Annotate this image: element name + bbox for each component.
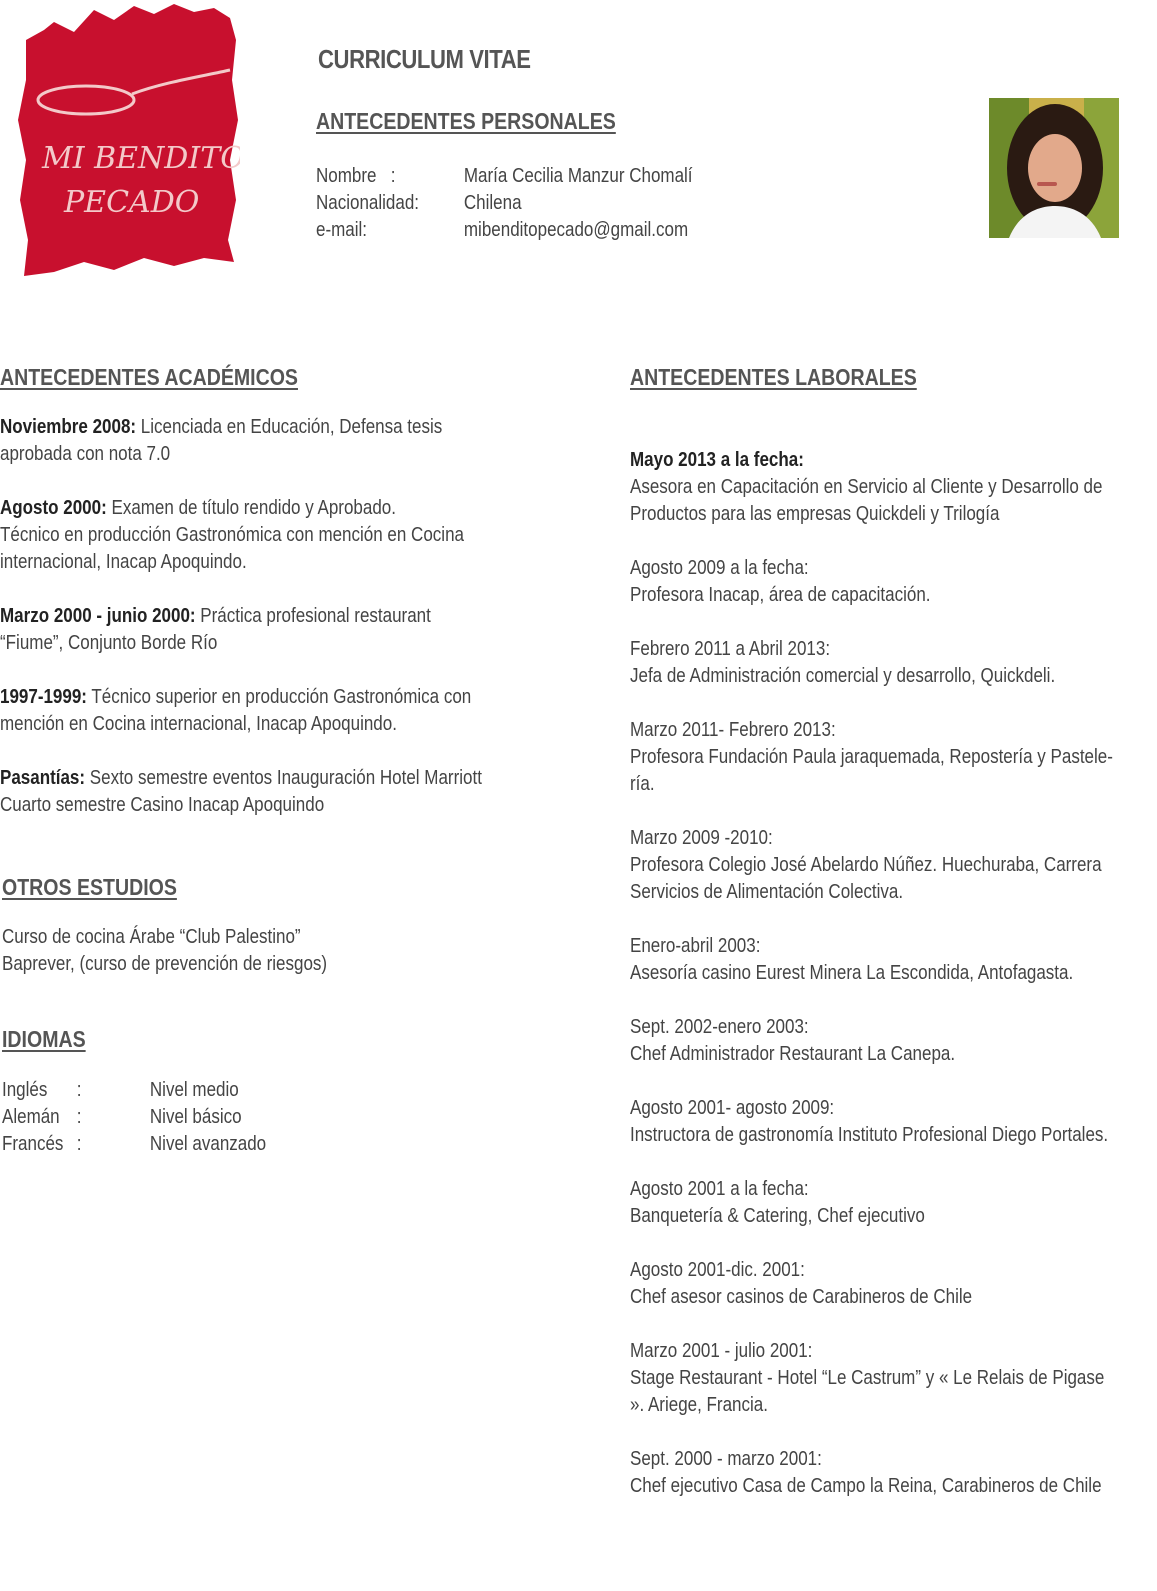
work-line: Servicios de Alimentación Colectiva. (630, 881, 904, 903)
work-line: Chef Administrador Restaurant La Canepa. (630, 1043, 956, 1065)
academic-line: internacional, Inacap Apoquindo. (0, 551, 247, 573)
work-line: Chef asesor casinos de Carabineros de Chile (630, 1286, 973, 1308)
logo-text-2: PECADO (64, 185, 200, 220)
work-date: Sept. 2000 - marzo 2001: (630, 1448, 822, 1470)
language-name: Alemán (2, 1106, 60, 1128)
work-date: Agosto 2009 a la fecha: (630, 557, 809, 579)
work-item (630, 1176, 1140, 1230)
academic-item (0, 414, 595, 468)
work-line: Profesora Fundación Paula jaraquemada, Repostería y Pastele- (630, 746, 1113, 768)
work-line: Asesoría casino Eurest Minera La Escondida, Antofagasta. (630, 962, 1074, 984)
language-row (2, 1077, 342, 1104)
work-line: Jefa de Administración comercial y desarrollo, Quickdeli. (630, 665, 1056, 687)
personal-row (316, 163, 792, 190)
languages-heading: IDIOMAS (2, 1026, 86, 1052)
other-studies-list (2, 924, 512, 978)
academic-text: Técnico superior en producción Gastronómica con (86, 686, 472, 708)
email-value[interactable]: mibenditopecado@gmail.com (463, 219, 689, 241)
language-level: Nivel medio (149, 1079, 239, 1101)
work-item (630, 1095, 1140, 1149)
personal-row (316, 217, 792, 244)
language-level: Nivel básico (149, 1106, 242, 1128)
work-item (630, 555, 1140, 609)
academic-heading: ANTECEDENTES ACADÉMICOS (0, 364, 298, 390)
work-item (630, 1338, 1140, 1419)
work-date: Enero-abril 2003: (630, 935, 761, 957)
work-date: Marzo 2009 -2010: (630, 827, 773, 849)
academic-date: Noviembre 2008: (0, 416, 137, 438)
page-title: CURRICULUM VITAE (318, 44, 531, 74)
academic-line: “Fiume”, Conjunto Borde Río (0, 632, 218, 654)
work-heading: ANTECEDENTES LABORALES (630, 364, 917, 390)
work-item (630, 717, 1140, 798)
personal-label: Nacionalidad: (316, 192, 420, 214)
academic-text: Licenciada en Educación, Defensa tesis (136, 416, 443, 438)
academic-date: 1997-1999: (0, 686, 87, 708)
work-line: Chef ejecutivo Casa de Campo la Reina, Carabineros de Chile (630, 1475, 1102, 1497)
work-date: Marzo 2001 - julio 2001: (630, 1340, 813, 1362)
language-level: Nivel avanzado (149, 1133, 267, 1155)
work-line: ». Ariege, Francia. (630, 1394, 768, 1416)
language-colon: : (76, 1133, 82, 1155)
work-line: Asesora en Capacitación en Servicio al Cliente y Desarrollo de (630, 476, 1103, 498)
other-studies-heading: OTROS ESTUDIOS (2, 874, 177, 900)
work-line: Banquetería & Catering, Chef ejecutivo (630, 1205, 925, 1227)
work-line: Profesora Colegio José Abelardo Núñez. Huechuraba, Carrera (630, 854, 1102, 876)
personal-value: María Cecilia Manzur Chomalí (463, 165, 693, 187)
work-item (630, 825, 1140, 906)
personal-heading: ANTECEDENTES PERSONALES (316, 108, 616, 134)
logo-graphic (14, 0, 240, 282)
language-colon: : (76, 1106, 82, 1128)
personal-row (316, 190, 792, 217)
work-item (630, 1257, 1140, 1311)
other-study-item: Baprever, (curso de prevención de riesgos) (2, 953, 328, 975)
academic-item (0, 765, 595, 819)
languages-list (2, 1077, 342, 1158)
academic-date: Agosto 2000: (0, 497, 107, 519)
work-line: Stage Restaurant - Hotel “Le Castrum” y « Le Relais de Pigase (630, 1367, 1105, 1389)
work-date: Mayo 2013 a la fecha: (630, 449, 804, 471)
work-item (630, 933, 1140, 987)
academic-date: Pasantías: (0, 767, 86, 789)
personal-value: Chilena (463, 192, 522, 214)
language-row (2, 1131, 342, 1158)
profile-photo (989, 98, 1119, 238)
work-line: Productos para las empresas Quickdeli y Trilogía (630, 503, 1000, 525)
academic-line: Técnico en producción Gastronómica con mención en Cocina (0, 524, 464, 546)
personal-label: e-mail: (316, 219, 368, 241)
language-row (2, 1104, 342, 1131)
work-date: Agosto 2001 a la fecha: (630, 1178, 809, 1200)
language-name: Inglés (2, 1079, 48, 1101)
academic-text: Práctica profesional restaurant (195, 605, 431, 627)
language-name: Francés (2, 1133, 64, 1155)
work-date: Agosto 2001- agosto 2009: (630, 1097, 835, 1119)
academic-text: Sexto semestre eventos Inauguración Hotel Marriott (85, 767, 482, 789)
work-date: Sept. 2002-enero 2003: (630, 1016, 809, 1038)
work-item (630, 636, 1140, 690)
academic-date: Marzo 2000 - junio 2000: (0, 605, 196, 627)
brand-logo (14, 0, 240, 282)
language-colon: : (76, 1079, 82, 1101)
personal-label: Nombre (316, 165, 377, 187)
academic-list (0, 414, 595, 846)
academic-line: Cuarto semestre Casino Inacap Apoquindo (0, 794, 325, 816)
work-item (630, 447, 1140, 528)
personal-colon: : (390, 165, 396, 187)
personal-info (316, 163, 792, 244)
work-list (630, 447, 1140, 1527)
academic-item (0, 495, 595, 576)
work-item (630, 1446, 1140, 1500)
academic-line: mención en Cocina internacional, Inacap Apoquindo. (0, 713, 397, 735)
work-line: Profesora Inacap, área de capacitación. (630, 584, 931, 606)
academic-item (0, 684, 595, 738)
work-date: Marzo 2011- Febrero 2013: (630, 719, 836, 741)
logo-text-1: MI BENDITO (42, 141, 240, 176)
work-line: ría. (630, 773, 655, 795)
work-date: Agosto 2001-dic. 2001: (630, 1259, 805, 1281)
work-date: Febrero 2011 a Abril 2013: (630, 638, 831, 660)
other-study-item: Curso de cocina Árabe “Club Palestino” (2, 926, 301, 948)
academic-text: Examen de título rendido y Aprobado. (106, 497, 396, 519)
academic-line: aprobada con nota 7.0 (0, 443, 171, 465)
academic-item (0, 603, 595, 657)
work-line: Instructora de gastronomía Instituto Profesional Diego Portales. (630, 1124, 1109, 1146)
work-item (630, 1014, 1140, 1068)
